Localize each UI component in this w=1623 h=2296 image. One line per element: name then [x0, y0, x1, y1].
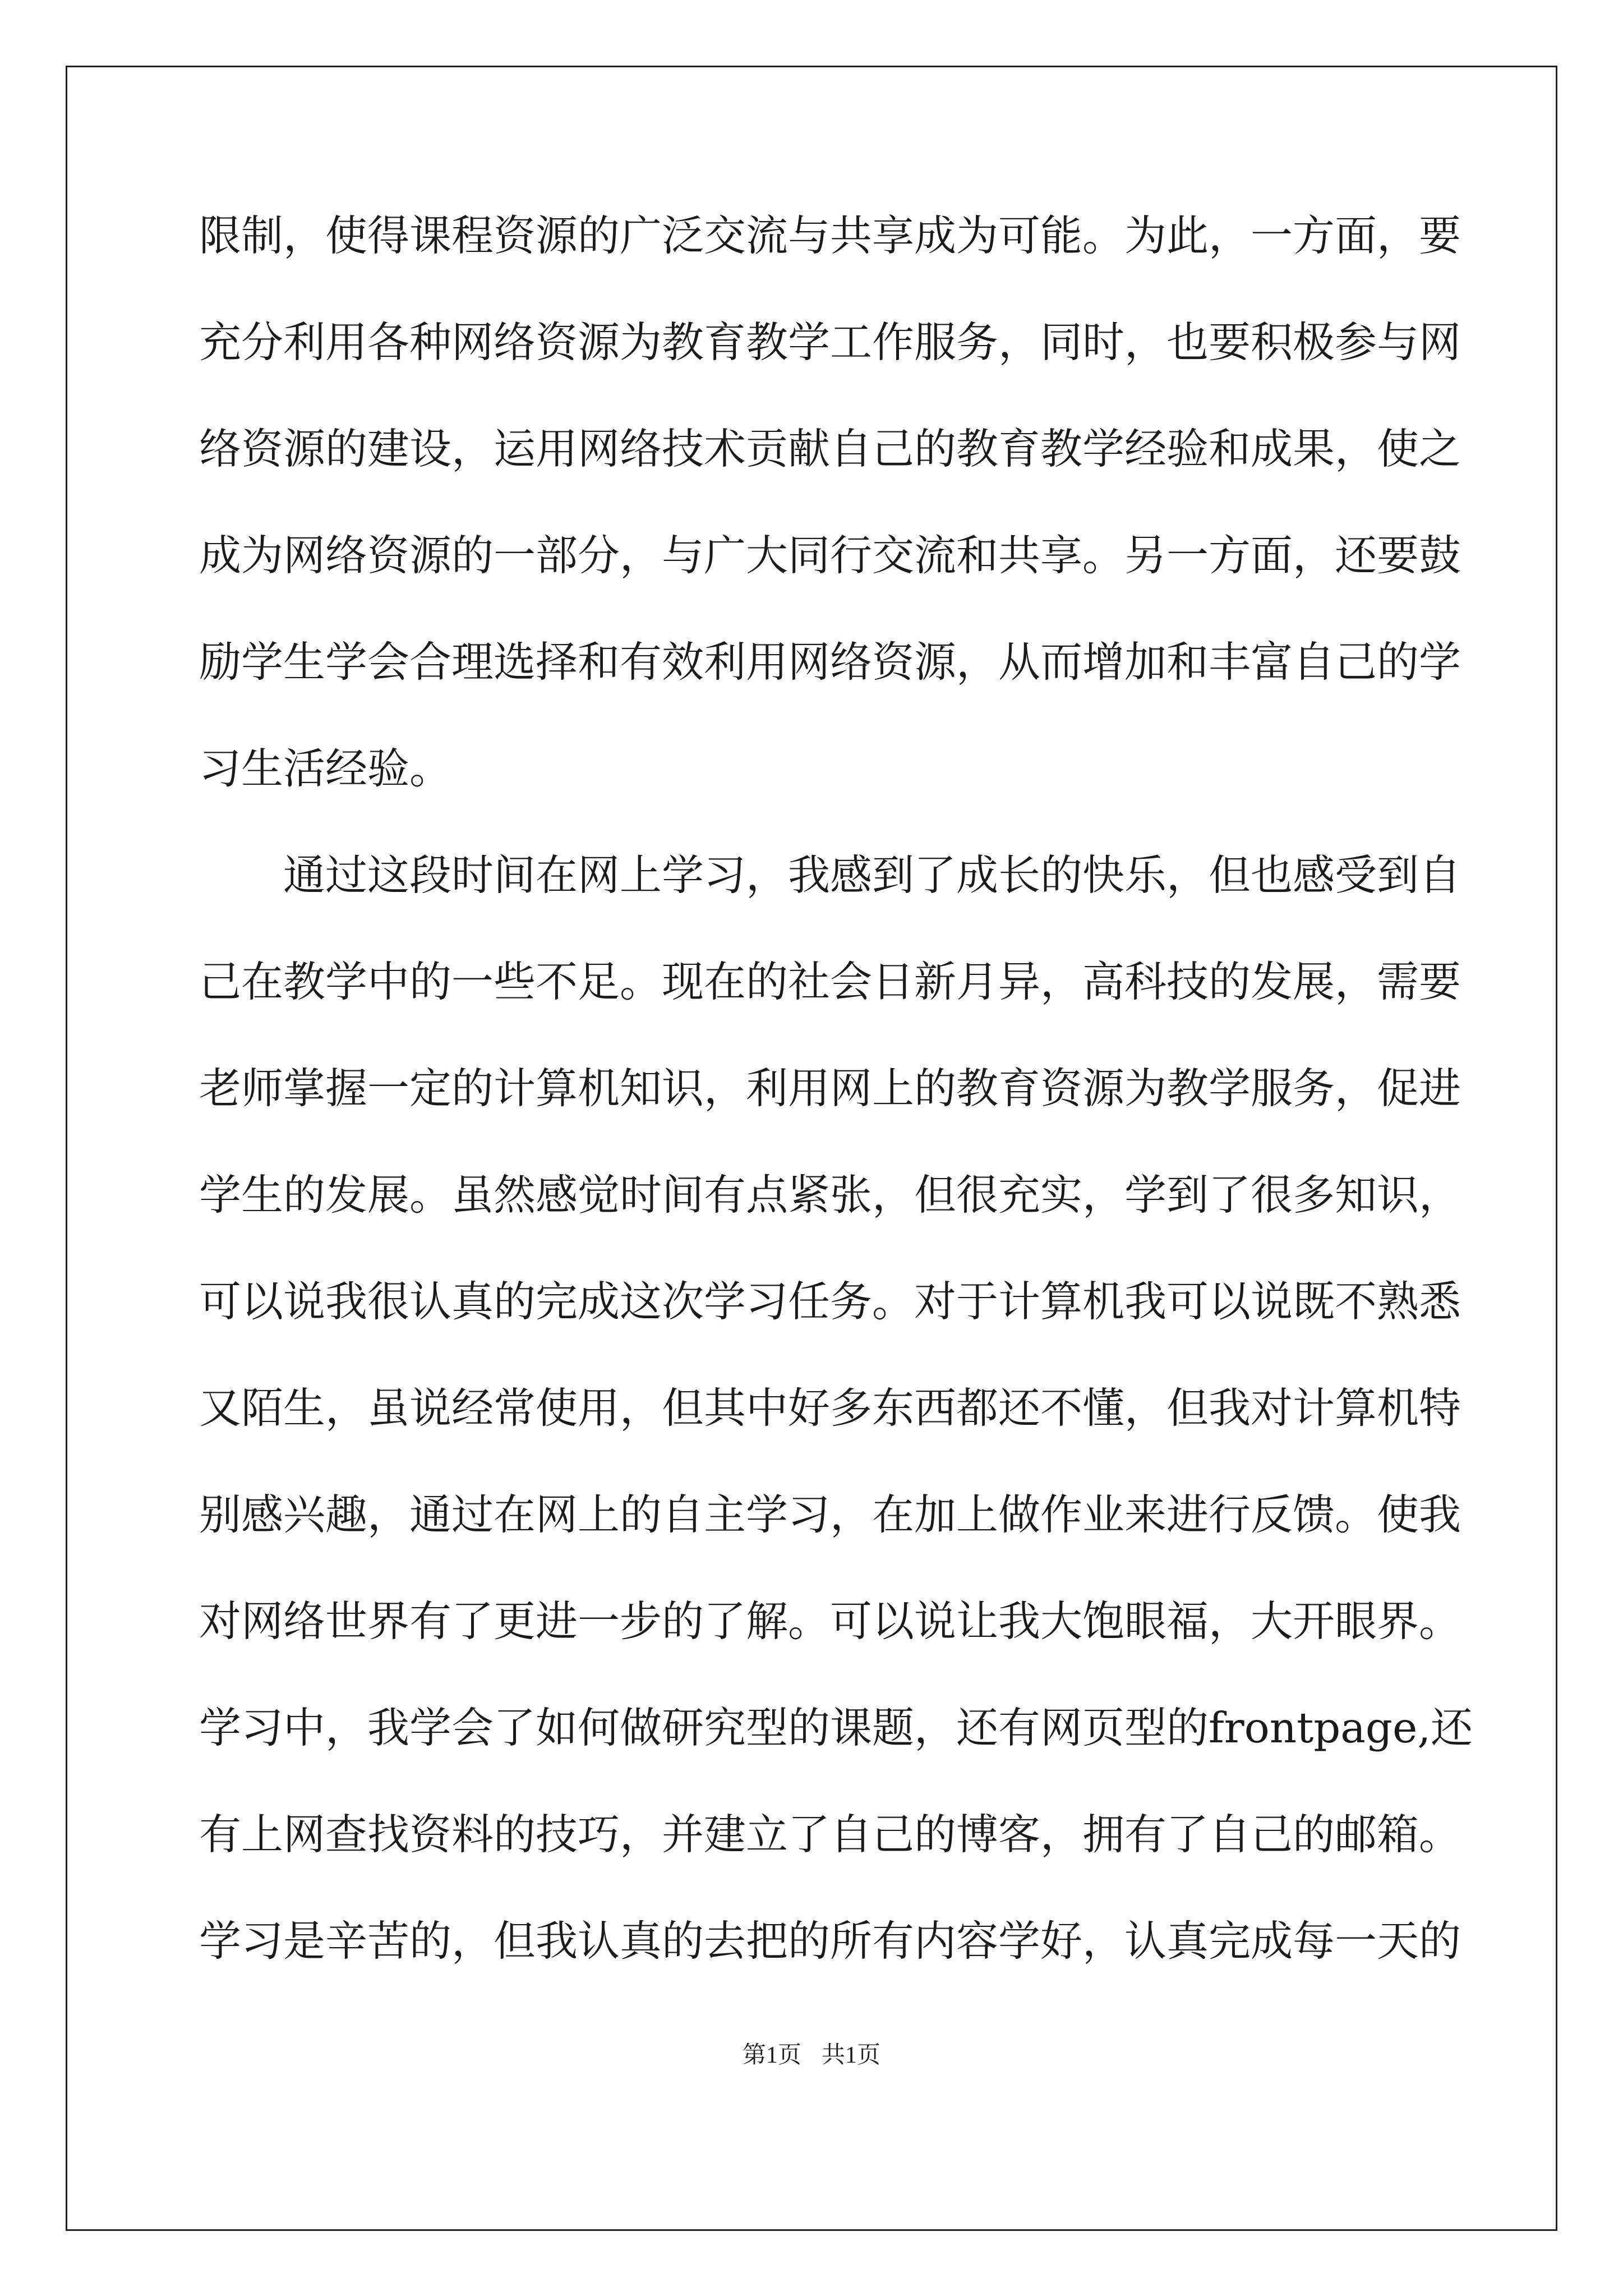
text-line: 限制，使得课程资源的广泛交流与共享成为可能。为此，一方面，要 [199, 211, 1461, 260]
text-line: 励学生学会合理选择和有效利用网络资源，从而增加和丰富自己的学 [199, 637, 1461, 687]
text-line: 老师掌握一定的计算机知识，利用网上的教育资源为教学服务，促进 [199, 1064, 1461, 1113]
text-line: 充分利用各种网络资源为教育教学工作服务，同时，也要积极参与网 [199, 318, 1461, 367]
text-line: 络资源的建设，运用网络技术贡献自己的教育教学经验和成果，使之 [199, 424, 1461, 473]
text-line: 可以说我很认真的完成这次学习任务。对于计算机我可以说既不熟悉 [199, 1277, 1461, 1326]
text-line: 通过这段时间在网上学习，我感到了成长的快乐，但也感受到自 [199, 850, 1461, 900]
text-line: 习生活经验。 [199, 744, 452, 793]
text-line: 有上网查找资料的技巧，并建立了自己的博客，拥有了自己的邮箱。 [199, 1810, 1461, 1859]
page-number: 第1页 [742, 2042, 801, 2068]
text-line: 学习中，我学会了如何做研究型的课题，还有网页型的frontpage,还 [199, 1703, 1473, 1752]
text-line: 己在教学中的一些不足。现在的社会日新月异，高科技的发展，需要 [199, 957, 1461, 1006]
text-line: 成为网络资源的一部分，与广大同行交流和共享。另一方面，还要鼓 [199, 531, 1461, 580]
text-line: 学习是辛苦的，但我认真的去把的所有内容学好，认真完成每一天的 [199, 1916, 1461, 1966]
text-line: 别感兴趣，通过在网上的自主学习，在加上做作业来进行反馈。使我 [199, 1490, 1461, 1539]
text-line: 又陌生，虽说经常使用，但其中好多东西都还不懂，但我对计算机特 [199, 1383, 1461, 1433]
page-total: 共1页 [822, 2042, 881, 2068]
page-footer [0, 2036, 1623, 2070]
text-line: 对网络世界有了更进一步的了解。可以说让我大饱眼福，大开眼界。 [199, 1596, 1461, 1646]
text-line: 学生的发展。虽然感觉时间有点紧张，但很充实，学到了很多知识， [199, 1170, 1461, 1220]
page-border [66, 66, 1557, 2231]
